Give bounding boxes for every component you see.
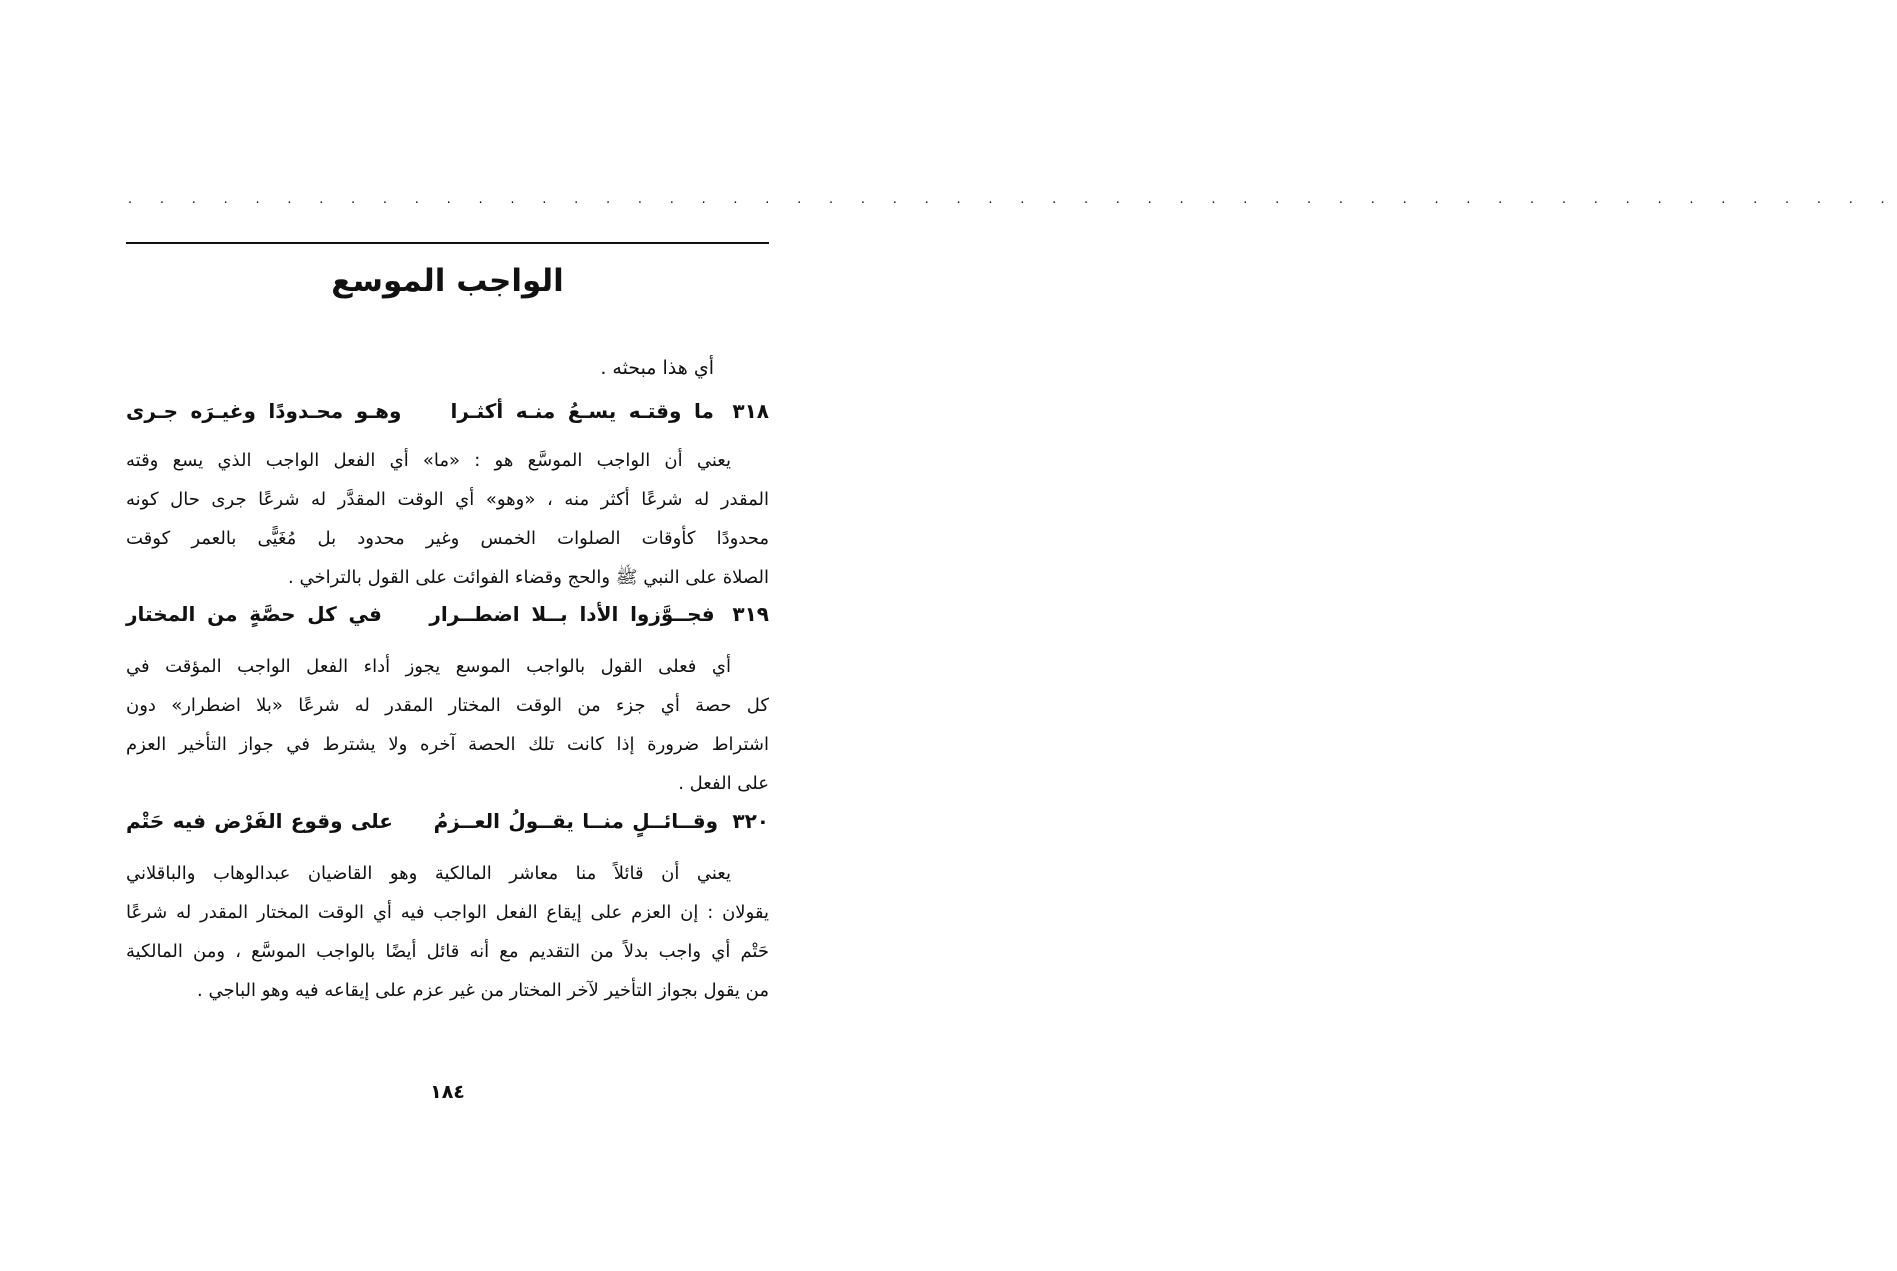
verse-319 bbox=[126, 596, 769, 632]
commentary-line: محدودًا كأوقات الصلوات الخمس وغير محدود بل مُغَيًّى بالعمر كوقت bbox=[126, 528, 769, 549]
verse-318 bbox=[126, 393, 769, 429]
commentary-line: يعني أن الواجب الموسَّع هو : «ما» أي الفعل الواجب الذي يسع وقته bbox=[126, 450, 731, 471]
verse-first-hemistich: ما وقتـه يسـعُ منـه أكثـرا bbox=[450, 399, 714, 423]
verse-number: ٣١٩ bbox=[732, 602, 769, 626]
verse-second-hemistich: في كل حصَّةٍ من المختار bbox=[126, 602, 382, 626]
commentary-line: يقولان : إن العزم على إيقاع الفعل الواجب فيه أي الوقت المختار المقدر له شرعًا bbox=[126, 902, 769, 923]
commentary-line: أي فعلى القول بالواجب الموسع يجوز أداء الفعل الواجب المؤقت في bbox=[126, 656, 731, 677]
commentary-line: اشتراط ضرورة إذا كانت تلك الحصة آخره ولا يشترط في جواز التأخير العزم bbox=[126, 734, 769, 755]
verse-first-hemistich: وقــائــلٍ منــا يقــولُ العــزمُ bbox=[433, 809, 719, 833]
commentary-320 bbox=[126, 854, 769, 1010]
commentary-line: كل حصة أي جزء من الوقت المختار المقدر له شرعًا «بلا اضطرار» دون bbox=[126, 695, 769, 716]
commentary-line: من يقول بجواز التأخير لآخر المختار من غير عزم على إيقاعه فيه وهو الباجي . bbox=[197, 980, 769, 1001]
verse-first-hemistich: فجــوَّزوا الأدا بــلا اضطــرار bbox=[429, 602, 715, 626]
verse-second-hemistich: وهـو محـدودًا وغيـرَه جـرى bbox=[126, 399, 402, 423]
commentary-line: المقدر له شرعًا أكثر منه ، «وهو» أي الوقت المقدَّر له شرعًا جرى حال كونه bbox=[126, 489, 769, 510]
verse-number: ٣١٨ bbox=[732, 399, 770, 423]
header-dotted-line: . . . . . . . . . . . . . . . . . . . . . . . . . . . . . . . . . . . . . . . . . . . . . . . . . . . . . . . . bbox=[128, 192, 1897, 207]
page-number: ١٨٤ bbox=[430, 1081, 465, 1103]
header-divider bbox=[126, 242, 769, 244]
commentary-319 bbox=[126, 647, 769, 803]
commentary-line: الصلاة على النبي ﷺ والحج وقضاء الفوائت على القول بالتراخي . bbox=[288, 567, 769, 588]
chapter-title: الواجب الموسع bbox=[331, 263, 564, 299]
commentary-line: على الفعل . bbox=[678, 773, 769, 794]
commentary-318 bbox=[126, 441, 769, 597]
intro-text: أي هذا مبحثه . bbox=[600, 357, 714, 379]
verse-number: ٣٢٠ bbox=[732, 809, 769, 833]
commentary-line: حَتْم أي واجب بدلاً من التقديم مع أنه قائل أيضًا بالواجب الموسَّع ، ومن المالكية bbox=[126, 941, 769, 962]
verse-320 bbox=[126, 803, 769, 839]
verse-second-hemistich: على وقوع الفَرْض فيه حَتْم bbox=[126, 809, 393, 833]
commentary-line: يعني أن قائلاً منا معاشر المالكية وهو القاضيان عبدالوهاب والباقلاني bbox=[126, 863, 731, 884]
